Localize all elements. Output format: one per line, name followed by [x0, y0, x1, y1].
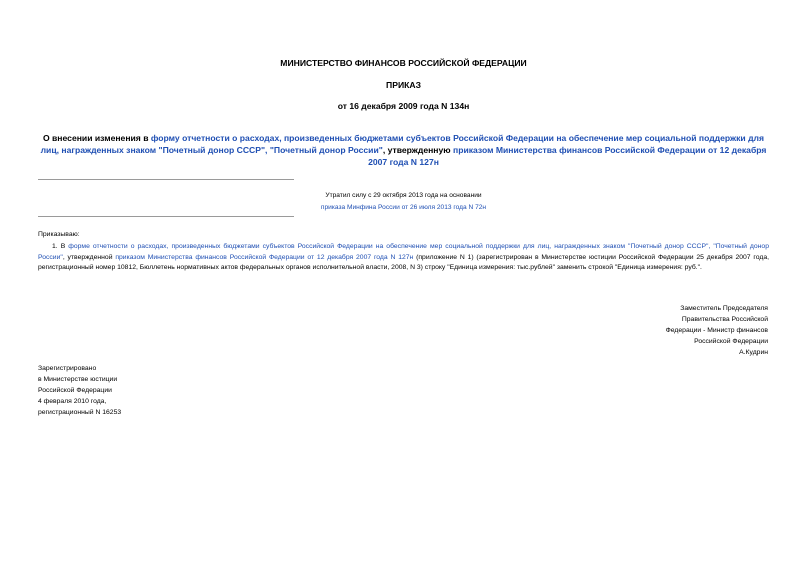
registration-line: Зарегистрировано: [38, 365, 97, 372]
lost-force-link[interactable]: приказа Минфина России от 26 июля 2013 года N 72н: [320, 204, 487, 211]
signature-name: А.Кудрин: [739, 349, 768, 356]
registration-block: [38, 363, 121, 418]
title-form-link[interactable]: форму отчетности о расходах, произведенных бюджетами субъектов Российской Федерации на обеспечение мер социальной поддержки для лиц, награжденных знаком "Почетный донор СССР", "Почетный донор России": [40, 133, 765, 155]
paragraph-text: (приложение N 1) (зарегистрирован в Министерстве юстиции Российской Федерации 25 декабря 2007 года, регистрационный номер 10812, Бюллетень нормативных актов федеральных органов исполнительной власти, 2008, N 3) строку "Единица измерения: тыс.рублей" заменить строкой "Единица измерения: руб.".: [38, 253, 769, 272]
paragraph-text: 1. В: [52, 243, 69, 250]
title-order-link[interactable]: приказом Министерства финансов Российской Федерации от 12 декабря 2007 года N 127н: [368, 145, 767, 167]
lost-force-note: [300, 190, 507, 214]
title-text: , утвержденную: [382, 145, 453, 155]
document-type: ПРИКАЗ: [386, 80, 421, 90]
ministry-heading: МИНИСТЕРСТВО ФИНАНСОВ РОССИЙСКОЙ ФЕДЕРАЦИИ: [280, 58, 527, 68]
signature-line: Заместитель Председателя: [680, 305, 768, 312]
signature-line: Правительства Российской: [681, 316, 768, 323]
paragraph-text: , утвержденной: [62, 253, 116, 261]
divider-top: [38, 179, 294, 180]
paragraph-order-link[interactable]: приказом Министерства финансов Российской Федерации от 12 декабря 2007 года N 127н: [115, 253, 414, 261]
orders-label: Приказываю:: [38, 231, 80, 238]
paragraph-1: [38, 242, 769, 274]
registration-line: в Министерстве юстиции: [38, 376, 118, 383]
registration-line: Российской Федерации: [38, 387, 112, 394]
paragraph-form-link[interactable]: форме отчетности о расходах, произведенных бюджетами субъектов Российской Федерации на обеспечение мер социальной поддержки для лиц, награжденных знаком "Почетный донор СССР", "Почетный донор России": [38, 243, 769, 261]
registration-number: регистрационный N 16253: [38, 409, 122, 416]
title-text: О внесении изменения в: [42, 133, 151, 143]
document-title: [38, 132, 769, 168]
signature-block: [600, 303, 768, 358]
signature-line: Российской Федерации: [694, 338, 768, 345]
signature-line: Федерации - Министр финансов: [665, 327, 768, 334]
lost-force-text: Утратил силу с 29 октября 2013 года на основании: [325, 192, 482, 199]
divider-bottom: [38, 216, 294, 217]
registration-date: 4 февраля 2010 года,: [38, 398, 107, 405]
date-number: от 16 декабря 2009 года N 134н: [337, 101, 470, 111]
